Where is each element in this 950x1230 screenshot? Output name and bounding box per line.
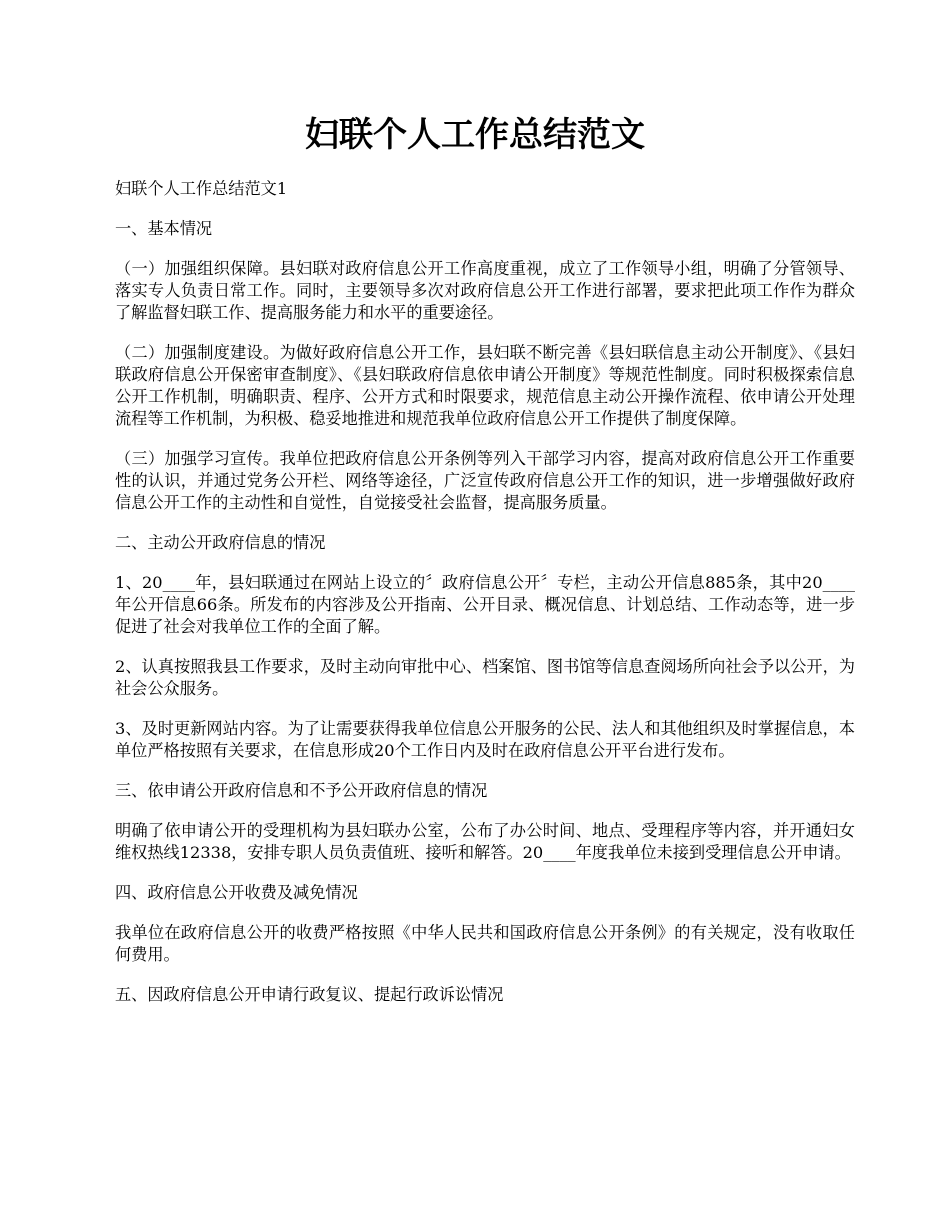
section-heading-active-disclosure: 二、主动公开政府信息的情况: [115, 533, 326, 552]
document-title: 妇联个人工作总结范文: [305, 115, 645, 155]
subtitle-paragraph: 妇联个人工作总结范文1: [115, 179, 288, 198]
section-heading-basic: 一、基本情况: [115, 219, 213, 238]
body-paragraph: 明确了依申请公开的受理机构为县妇联办公室，公布了办公时间、地点、受理程序等内容，并开通妇女维权热线12338，安排专职人员负责值班、接听和解答。20____年度我单位未接到受理信息公开申请。: [115, 821, 855, 862]
body-paragraph: （二）加强制度建设。为做好政府信息公开工作，县妇联不断完善《县妇联信息主动公开制度》、《县妇联政府信息公开保密审查制度》、《县妇联政府信息依申请公开制度》等规范性制度。同时积极探索信息公开工作机制，明确职责、程序、公开方式和时限要求，规范信息主动公开操作流程、依申请公开处理流程等工作机制，为积极、稳妥地推进和规范我单位政府信息公开工作提供了制度保障。: [115, 343, 855, 428]
body-paragraph: （三）加强学习宣传。我单位把政府信息公开条例等列入干部学习内容，提高对政府信息公开工作重要性的认识，并通过党务公开栏、网络等途径，广泛宣传政府信息公开工作的知识，进一步增强做好政府信息公开工作的主动性和自觉性，自觉接受社会监督，提高服务质量。: [115, 449, 855, 512]
body-paragraph: 我单位在政府信息公开的收费严格按照《中华人民共和国政府信息公开条例》的有关规定，没有收取任何费用。: [115, 923, 855, 964]
body-paragraph: 3、及时更新网站内容。为了让需要获得我单位信息公开服务的公民、法人和其他组织及时掌握信息，本单位严格按照有关要求，在信息形成20个工作日内及时在政府信息公开平台进行发布。: [115, 719, 855, 760]
section-heading-request-disclosure: 三、依申请公开政府信息和不予公开政府信息的情况: [115, 781, 488, 800]
body-paragraph: 2、认真按照我县工作要求，及时主动向审批中心、档案馆、图书馆等信息查阅场所向社会予以公开，为社会公众服务。: [115, 657, 855, 698]
section-heading-review-litigation: 五、因政府信息公开申请行政复议、提起行政诉讼情况: [115, 985, 504, 1004]
body-paragraph: 1、20____年，县妇联通过在网站上设立的〞政府信息公开〞专栏，主动公开信息885条，其中20____年公开信息66条。所发布的内容涉及公开指南、公开目录、概况信息、计划总结、工作动态等，进一步促进了社会对我单位工作的全面了解。: [115, 573, 855, 636]
section-heading-fees: 四、政府信息公开收费及减免情况: [115, 883, 358, 902]
body-paragraph: （一）加强组织保障。县妇联对政府信息公开工作高度重视，成立了工作领导小组，明确了分管领导、落实专人负责日常工作。同时，主要领导多次对政府信息公开工作进行部署，要求把此项工作作为群众了解监督妇联工作、提高服务能力和水平的重要途径。: [115, 259, 855, 322]
document-body: [115, 178, 855, 1024]
